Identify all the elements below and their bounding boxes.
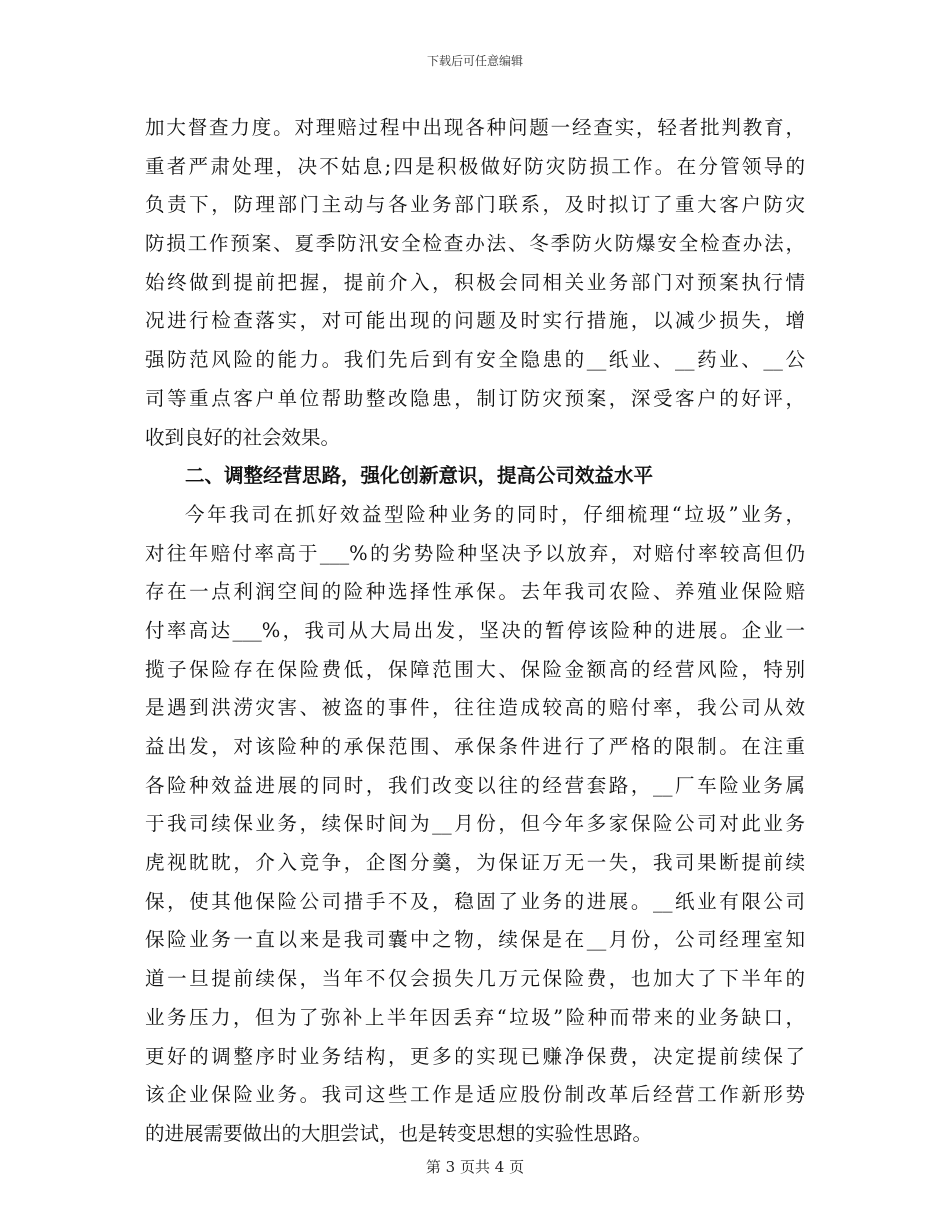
paragraph-line: 于我司续保业务，续保时间为__月份，但今年多家保险公司对此业务 (145, 812, 805, 836)
paragraph-line: 该企业保险业务。我司这些工作是适应股份制改革后经营工作新形势 (145, 1083, 805, 1107)
paragraph-line: 重者严肃处理，决不姑息;四是积极做好防灾防损工作。在分管领导的 (145, 154, 805, 178)
page-footer-number: 第 3 页共 4 页 (425, 1158, 525, 1176)
paragraph-line: 负责下，防理部门主动与各业务部门联系，及时拟订了重大客户防灾 (145, 193, 805, 217)
page-header-note: 下载后可任意编辑 (426, 54, 523, 68)
paragraph-line: 强防范风险的能力。我们先后到有安全隐患的__纸业、__药业、__公 (145, 348, 805, 372)
paragraph-line: 对往年赔付率高于___%的劣势险种坚决予以放弃，对赔付率较高但仍 (145, 541, 805, 565)
paragraph-line: 虎视眈眈，介入竞争，企图分羹，为保证万无一失，我司果断提前续 (145, 851, 805, 875)
paragraph-line: 更好的调整序时业务结构，更多的实现已赚净保费，决定提前续保了 (145, 1044, 805, 1068)
paragraph-line: 各险种效益进展的同时，我们改变以往的经营套路，__厂车险业务属 (145, 773, 805, 797)
paragraph-line: 加大督查力度。对理赔过程中出现各种问题一经查实，轻者批判教育， (145, 116, 805, 139)
paragraph-line: 始终做到提前把握，提前介入，积极会同相关业务部门对预案执行情 (145, 270, 805, 294)
document-body (145, 109, 805, 1154)
paragraph-line: 业务压力，但为了弥补上半年因丢弃“垃圾”险种而带来的业务缺口， (145, 1005, 805, 1029)
paragraph-line: 付率高达___%，我司从大局出发，坚决的暂停该险种的进展。企业一 (145, 618, 805, 642)
section-heading: 二、调整经营思路，强化创新意识，提高公司效益水平 (185, 464, 654, 488)
paragraph-1 (145, 109, 805, 457)
paragraph-line: 存在一点利润空间的险种选择性承保。去年我司农险、养殖业保险赔 (145, 580, 805, 604)
paragraph-line: 揽子保险存在保险费低，保障范围大、保险金额高的经营风险，特别 (145, 657, 805, 681)
paragraph-line: 况进行检查落实，对可能出现的问题及时实行措施，以减少损失，增 (145, 309, 805, 333)
paragraph-line: 防损工作预案、夏季防汛安全检查办法、冬季防火防爆安全检查办法， (145, 232, 805, 256)
paragraph-line: 是遇到洪涝灾害、被盗的事件，往往造成较高的赔付率，我公司从效 (145, 696, 805, 720)
paragraph-line: 的进展需要做出的大胆尝试，也是转变思想的实验性思路。 (145, 1121, 653, 1145)
paragraph-line: 收到良好的社会效果。 (145, 425, 341, 449)
paragraph-line: 今年我司在抓好效益型险种业务的同时，仔细梳理“垃圾”业务， (185, 502, 805, 526)
paragraph-line: 司等重点客户单位帮助整改隐患，制订防灾预案，深受客户的好评， (145, 386, 805, 410)
paragraph-2 (145, 496, 805, 1154)
paragraph-line: 保险业务一直以来是我司囊中之物，续保是在__月份，公司经理室知 (145, 928, 805, 952)
paragraph-line: 益出发，对该险种的承保范围、承保条件进行了严格的限制。在注重 (145, 735, 805, 758)
paragraph-line: 保，使其他保险公司措手不及，稳固了业务的进展。__纸业有限公司 (145, 889, 805, 913)
paragraph-line: 道一旦提前续保，当年不仅会损失几万元保险费，也加大了下半年的 (145, 967, 805, 991)
